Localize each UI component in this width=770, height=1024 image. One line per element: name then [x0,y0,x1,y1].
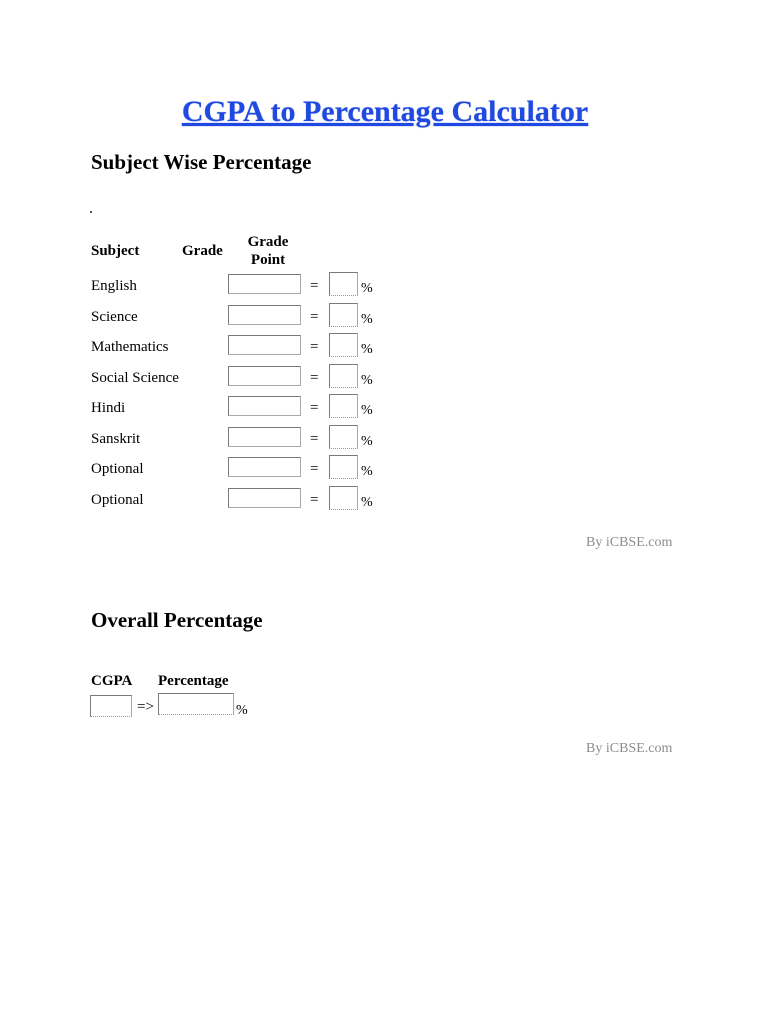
subject-label: English [91,278,137,294]
equals-sign: = [310,278,319,294]
equals-sign: = [310,339,319,355]
arrow-sign: => [137,699,154,715]
percent-sign: % [361,373,373,388]
mathematics-percentage-output[interactable] [329,333,358,357]
subject-row-english [91,277,391,303]
overall-percentage-output[interactable] [158,693,234,715]
subject-label: Optional [91,492,144,508]
science-percentage-output[interactable] [329,303,358,327]
overall-credit-text: By iCBSE.com [586,741,673,756]
percent-sign: % [361,342,373,357]
subject-wise-heading: Subject Wise Percentage [91,150,312,174]
subject-row-optional-1 [91,460,391,486]
equals-sign: = [310,400,319,416]
decorative-dot [90,211,92,213]
optional-1-grade-point-input[interactable] [228,457,301,477]
equals-sign: = [310,309,319,325]
percent-sign: % [361,403,373,418]
equals-sign: = [310,492,319,508]
subject-row-sanskrit [91,430,391,456]
social-science-percentage-output[interactable] [329,364,358,388]
subject-row-mathematics [91,338,391,364]
social-science-grade-point-input[interactable] [228,366,301,386]
subject-credit-text: By iCBSE.com [586,535,673,550]
percent-sign: % [361,495,373,510]
english-grade-point-input[interactable] [228,274,301,294]
subject-label: Social Science [91,370,179,386]
overall-percent-sign: % [236,703,248,718]
grade-point-header-line2: Point [250,252,286,268]
hindi-percentage-output[interactable] [329,394,358,418]
cgpa-input[interactable] [90,695,132,717]
subject-row-hindi [91,399,391,425]
subject-label: Optional [91,461,144,477]
optional-2-percentage-output[interactable] [329,486,358,510]
percent-sign: % [361,434,373,449]
grade-column-header: Grade [182,243,223,259]
subject-column-header: Subject [91,243,140,259]
optional-2-grade-point-input[interactable] [228,488,301,508]
english-percentage-output[interactable] [329,272,358,296]
subject-label: Mathematics [91,339,169,355]
mathematics-grade-point-input[interactable] [228,335,301,355]
percent-sign: % [361,281,373,296]
sanskrit-grade-point-input[interactable] [228,427,301,447]
grade-point-column-header [246,233,290,269]
sanskrit-percentage-output[interactable] [329,425,358,449]
hindi-grade-point-input[interactable] [228,396,301,416]
science-grade-point-input[interactable] [228,305,301,325]
subject-label: Science [91,309,138,325]
subject-row-social-science [91,369,391,395]
equals-sign: = [310,461,319,477]
percent-sign: % [361,312,373,327]
subject-row-science [91,308,391,334]
page-title: CGPA to Percentage Calculator [181,95,589,128]
optional-1-percentage-output[interactable] [329,455,358,479]
cgpa-label: CGPA [91,673,133,689]
grade-point-header-line1: Grade [247,234,289,250]
equals-sign: = [310,370,319,386]
equals-sign: = [310,431,319,447]
overall-percentage-heading: Overall Percentage [91,608,263,632]
subject-label: Hindi [91,400,126,416]
subject-label: Sanskrit [91,431,141,447]
percentage-label: Percentage [158,673,229,689]
subject-row-optional-2 [91,491,391,517]
percent-sign: % [361,464,373,479]
